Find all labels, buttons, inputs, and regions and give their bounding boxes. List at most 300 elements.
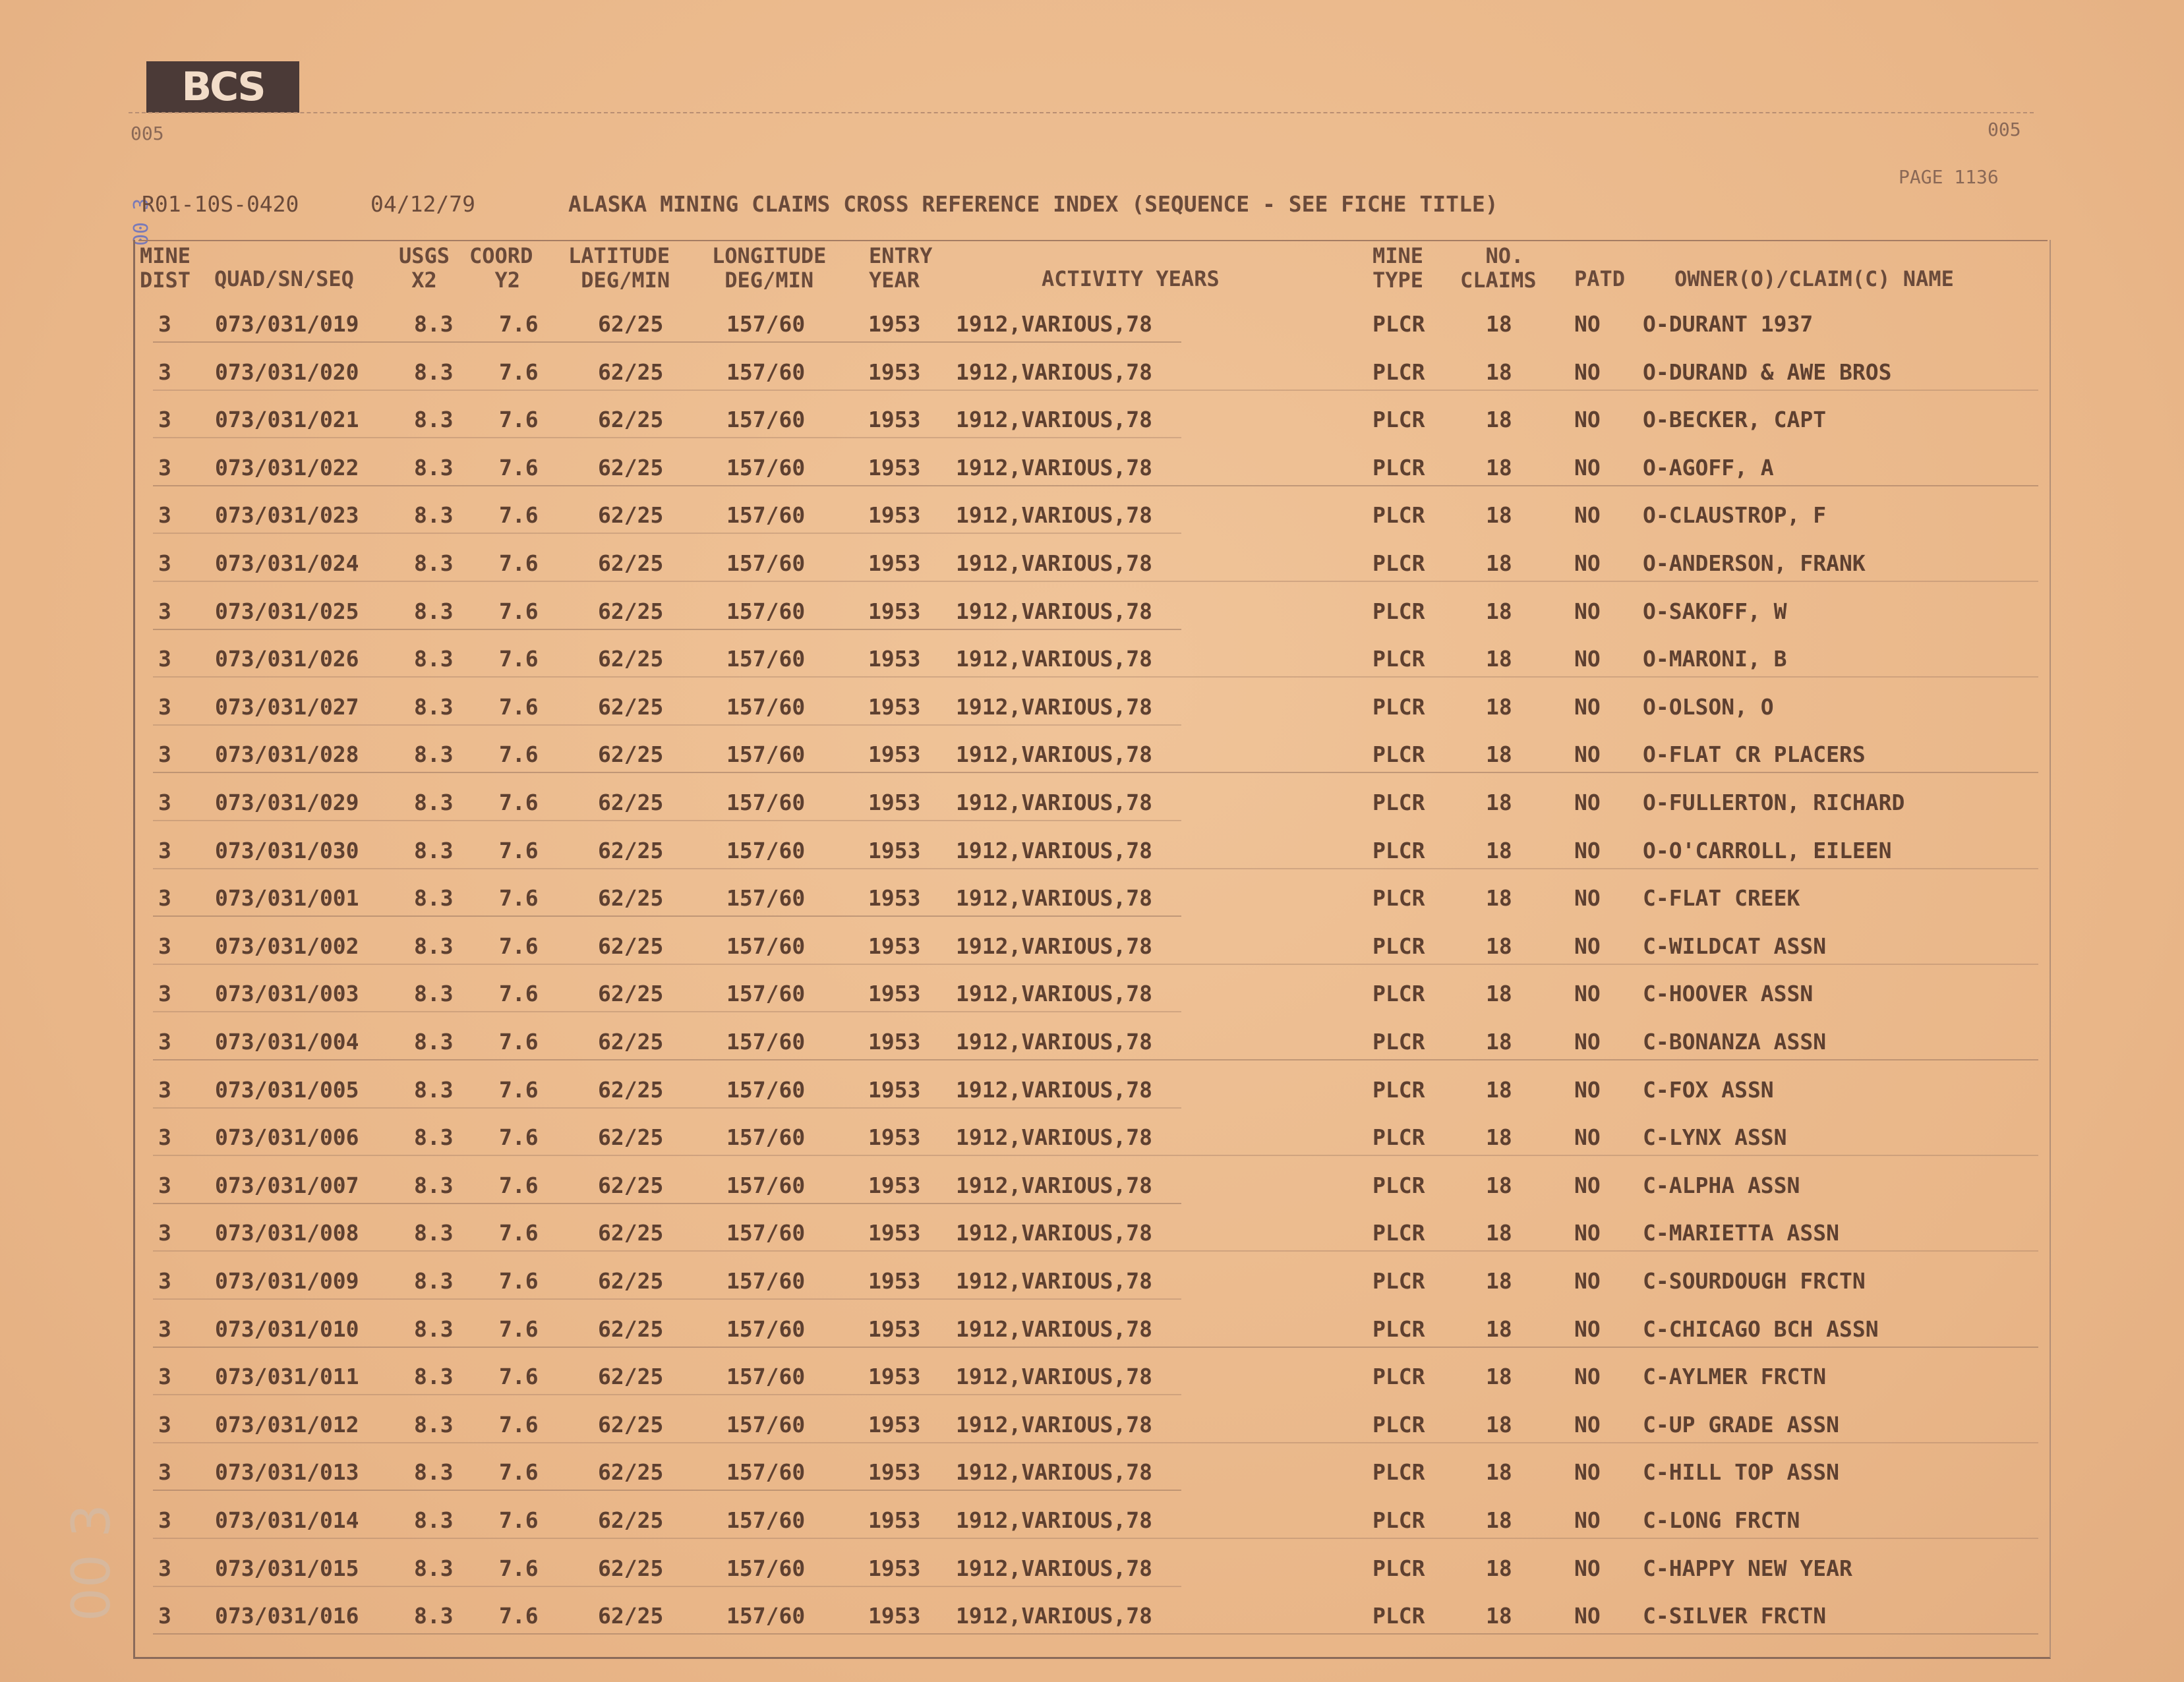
cell-patd: NO (1574, 359, 1601, 385)
cell-activity: 1912,VARIOUS,78 (956, 1268, 1153, 1294)
cell-lat: 62/25 (598, 1172, 664, 1198)
cell-patd: NO (1574, 598, 1601, 624)
cell-lon: 157/60 (726, 790, 806, 815)
cell-claims: 18 (1486, 933, 1512, 959)
row-rule (153, 1059, 2038, 1060)
cell-name: O-OLSON, O (1643, 693, 1774, 720)
bcs-logo: BCS (146, 61, 299, 113)
cell-x2: 8.3 (414, 1459, 454, 1486)
cell-patd: NO (1574, 502, 1601, 529)
cell-dist: 3 (158, 311, 171, 337)
row-rule (153, 724, 1181, 726)
cell-quad: 073/031/020 (215, 359, 359, 385)
cell-type: PLCR (1372, 1459, 1425, 1486)
cell-lon: 157/60 (726, 1172, 806, 1198)
cell-activity: 1912,VARIOUS,78 (956, 1459, 1153, 1486)
cell-dist: 3 (158, 1507, 171, 1533)
cell-lat: 62/25 (598, 1411, 664, 1437)
cell-activity: 1912,VARIOUS,78 (956, 981, 1153, 1007)
cell-year: 1953 (868, 741, 921, 768)
cell-lon: 157/60 (726, 1220, 806, 1246)
cell-year: 1953 (868, 1555, 921, 1581)
cell-type: PLCR (1372, 693, 1425, 720)
cell-dist: 3 (158, 646, 171, 672)
cell-y2: 7.6 (499, 1220, 539, 1246)
cell-claims: 18 (1486, 1459, 1512, 1486)
cell-patd: NO (1574, 1076, 1601, 1103)
cell-x2: 8.3 (414, 1268, 454, 1294)
cell-lat: 62/25 (598, 407, 664, 433)
cell-quad: 073/031/022 (215, 454, 359, 480)
cell-year: 1953 (868, 1411, 921, 1437)
col-header-quad: QUAD/SN/SEQ (214, 266, 354, 291)
cell-dist: 3 (158, 407, 171, 433)
cell-year: 1953 (868, 1507, 921, 1533)
cell-activity: 1912,VARIOUS,78 (956, 741, 1153, 768)
cell-x2: 8.3 (414, 1603, 454, 1629)
cell-name: O-BECKER, CAPT (1643, 407, 1827, 433)
cell-patd: NO (1574, 1507, 1601, 1533)
cell-lat: 62/25 (598, 741, 664, 768)
cell-name: C-UP GRADE ASSN (1643, 1411, 1840, 1437)
cell-lon: 157/60 (726, 1411, 806, 1437)
cell-claims: 18 (1486, 1364, 1512, 1390)
cell-year: 1953 (868, 837, 921, 863)
row-rule (153, 581, 2038, 582)
cell-dist: 3 (158, 1268, 171, 1294)
cell-y2: 7.6 (499, 502, 539, 529)
table-row (0, 885, 2184, 925)
cell-patd: NO (1574, 1172, 1601, 1198)
cell-type: PLCR (1372, 1364, 1425, 1390)
cell-y2: 7.6 (499, 454, 539, 480)
cell-x2: 8.3 (414, 1076, 454, 1103)
table-row (0, 1412, 2184, 1451)
cell-quad: 073/031/011 (215, 1364, 359, 1390)
row-rule (153, 820, 1181, 821)
row-rule (153, 485, 2038, 486)
cell-lat: 62/25 (598, 885, 664, 912)
cell-activity: 1912,VARIOUS,78 (956, 454, 1153, 480)
report-id: R01-10S-0420 (142, 191, 299, 217)
cell-year: 1953 (868, 1172, 921, 1198)
cell-type: PLCR (1372, 1316, 1425, 1342)
cell-quad: 073/031/009 (215, 1268, 359, 1294)
cell-activity: 1912,VARIOUS,78 (956, 407, 1153, 433)
cell-claims: 18 (1486, 981, 1512, 1007)
cell-y2: 7.6 (499, 1555, 539, 1581)
row-rule (153, 390, 2038, 391)
cell-dist: 3 (158, 1076, 171, 1103)
cell-name: C-WILDCAT ASSN (1643, 933, 1827, 959)
table-row (0, 1077, 2184, 1116)
cell-name: C-FLAT CREEK (1643, 885, 1800, 912)
cell-activity: 1912,VARIOUS,78 (956, 1172, 1153, 1198)
cell-y2: 7.6 (499, 933, 539, 959)
cell-name: O-DURAND & AWE BROS (1643, 359, 1892, 385)
left-frame-number: 005 (131, 123, 164, 144)
cell-claims: 18 (1486, 837, 1512, 863)
cell-patd: NO (1574, 837, 1601, 863)
cell-quad: 073/031/007 (215, 1172, 359, 1198)
cell-lat: 62/25 (598, 933, 664, 959)
col-header-owner: OWNER(O)/CLAIM(C) NAME (1674, 266, 1954, 291)
cell-name: C-LONG FRCTN (1643, 1507, 1800, 1533)
cell-name: O-AGOFF, A (1643, 454, 1774, 480)
right-frame-number: 005 (1988, 119, 2021, 140)
table-row (0, 933, 2184, 973)
row-rule (153, 1155, 2038, 1156)
cell-x2: 8.3 (414, 1507, 454, 1533)
cell-y2: 7.6 (499, 311, 539, 337)
cell-x2: 8.3 (414, 407, 454, 433)
cell-lat: 62/25 (598, 790, 664, 815)
col-header-mine-type: MINE TYPE (1372, 243, 1424, 293)
cell-activity: 1912,VARIOUS,78 (956, 790, 1153, 815)
cell-claims: 18 (1486, 1172, 1512, 1198)
cell-activity: 1912,VARIOUS,78 (956, 1220, 1153, 1246)
row-rule (153, 676, 2038, 678)
cell-y2: 7.6 (499, 1316, 539, 1342)
row-rule (153, 1538, 2038, 1539)
cell-year: 1953 (868, 550, 921, 576)
cell-year: 1953 (868, 1364, 921, 1390)
cell-name: C-BONANZA ASSN (1643, 1029, 1827, 1055)
table-row (0, 1507, 2184, 1547)
cell-type: PLCR (1372, 646, 1425, 672)
row-rule (153, 1011, 1181, 1012)
cell-type: PLCR (1372, 741, 1425, 768)
cell-claims: 18 (1486, 693, 1512, 720)
cell-lat: 62/25 (598, 1076, 664, 1103)
cell-lat: 62/25 (598, 1459, 664, 1486)
cell-name: C-SILVER FRCTN (1643, 1603, 1827, 1629)
cell-y2: 7.6 (499, 1124, 539, 1151)
cell-type: PLCR (1372, 933, 1425, 959)
cell-type: PLCR (1372, 885, 1425, 912)
cell-y2: 7.6 (499, 550, 539, 576)
cell-activity: 1912,VARIOUS,78 (956, 1411, 1153, 1437)
cell-name: O-CLAUSTROP, F (1643, 502, 1827, 529)
cell-dist: 3 (158, 1603, 171, 1629)
row-rule (153, 1586, 1181, 1587)
cell-year: 1953 (868, 1316, 921, 1342)
cell-dist: 3 (158, 1316, 171, 1342)
cell-quad: 073/031/013 (215, 1459, 359, 1486)
cell-activity: 1912,VARIOUS,78 (956, 1076, 1153, 1103)
table-row (0, 1603, 2184, 1642)
cell-lon: 157/60 (726, 933, 806, 959)
cell-lon: 157/60 (726, 885, 806, 912)
cell-activity: 1912,VARIOUS,78 (956, 1555, 1153, 1581)
cell-claims: 18 (1486, 1124, 1512, 1151)
cell-name: C-HOOVER ASSN (1643, 981, 1814, 1007)
col-header-latitude: LATITUDE DEG/MIN (568, 243, 670, 293)
cell-name: C-MARIETTA ASSN (1643, 1220, 1840, 1246)
cell-dist: 3 (158, 885, 171, 912)
cell-type: PLCR (1372, 502, 1425, 529)
cell-lon: 157/60 (726, 1507, 806, 1533)
cell-quad: 073/031/028 (215, 741, 359, 768)
cell-dist: 3 (158, 693, 171, 720)
cell-type: PLCR (1372, 407, 1425, 433)
cell-type: PLCR (1372, 1172, 1425, 1198)
cell-activity: 1912,VARIOUS,78 (956, 359, 1153, 385)
cell-lon: 157/60 (726, 646, 806, 672)
row-rule (153, 915, 1181, 917)
cell-quad: 073/031/005 (215, 1076, 359, 1103)
cell-year: 1953 (868, 407, 921, 433)
cell-lon: 157/60 (726, 1555, 806, 1581)
cell-dist: 3 (158, 502, 171, 529)
table-row (0, 694, 2184, 734)
cell-patd: NO (1574, 741, 1601, 768)
cell-y2: 7.6 (499, 598, 539, 624)
table-row (0, 1316, 2184, 1356)
cell-x2: 8.3 (414, 885, 454, 912)
cell-activity: 1912,VARIOUS,78 (956, 837, 1153, 863)
side-stamp: 00 3 (130, 198, 153, 246)
cell-y2: 7.6 (499, 981, 539, 1007)
row-rule (153, 1250, 2038, 1252)
cell-dist: 3 (158, 1459, 171, 1486)
cell-name: C-HAPPY NEW YEAR (1643, 1555, 1852, 1581)
report-title: ALASKA MINING CLAIMS CROSS REFERENCE INDEX (SEQUENCE - SEE FICHE TITLE) (568, 191, 1498, 217)
col-header-coord-y2: COORD Y2 (469, 243, 533, 293)
cell-year: 1953 (868, 311, 921, 337)
cell-lon: 157/60 (726, 741, 806, 768)
cell-dist: 3 (158, 1029, 171, 1055)
report-date: 04/12/79 (370, 191, 475, 217)
cell-quad: 073/031/027 (215, 693, 359, 720)
cell-patd: NO (1574, 1459, 1601, 1486)
cell-lat: 62/25 (598, 1555, 664, 1581)
page-number: PAGE 1136 (1899, 166, 1999, 188)
cell-type: PLCR (1372, 1124, 1425, 1151)
cell-x2: 8.3 (414, 646, 454, 672)
table-row (0, 981, 2184, 1020)
cell-claims: 18 (1486, 885, 1512, 912)
cell-patd: NO (1574, 454, 1601, 480)
row-rule (153, 1107, 1181, 1109)
cell-activity: 1912,VARIOUS,78 (956, 1603, 1153, 1629)
cell-quad: 073/031/019 (215, 311, 359, 337)
col-header-entry-year: ENTRY YEAR (869, 243, 933, 293)
cell-y2: 7.6 (499, 407, 539, 433)
cell-dist: 3 (158, 790, 171, 815)
cell-lon: 157/60 (726, 1124, 806, 1151)
cell-claims: 18 (1486, 407, 1512, 433)
table-row (0, 407, 2184, 446)
cell-year: 1953 (868, 790, 921, 815)
cell-patd: NO (1574, 790, 1601, 815)
col-header-activity: ACTIVITY YEARS (1042, 266, 1220, 291)
cell-patd: NO (1574, 646, 1601, 672)
cell-year: 1953 (868, 693, 921, 720)
cell-name: O-O'CARROLL, EILEEN (1643, 837, 1892, 863)
cell-year: 1953 (868, 1220, 921, 1246)
cell-dist: 3 (158, 933, 171, 959)
table-row (0, 311, 2184, 351)
cell-x2: 8.3 (414, 1220, 454, 1246)
cell-year: 1953 (868, 646, 921, 672)
table-row (0, 646, 2184, 685)
cell-claims: 18 (1486, 1507, 1512, 1533)
col-header-usgs-x2: USGS X2 (399, 243, 450, 293)
cell-lat: 62/25 (598, 837, 664, 863)
cell-lat: 62/25 (598, 502, 664, 529)
cell-x2: 8.3 (414, 359, 454, 385)
cell-dist: 3 (158, 1555, 171, 1581)
cell-quad: 073/031/010 (215, 1316, 359, 1342)
cell-activity: 1912,VARIOUS,78 (956, 1364, 1153, 1390)
cell-lat: 62/25 (598, 550, 664, 576)
cell-type: PLCR (1372, 598, 1425, 624)
cell-patd: NO (1574, 981, 1601, 1007)
cell-lat: 62/25 (598, 1220, 664, 1246)
cell-quad: 073/031/015 (215, 1555, 359, 1581)
cell-patd: NO (1574, 1268, 1601, 1294)
cell-year: 1953 (868, 1076, 921, 1103)
cell-quad: 073/031/029 (215, 790, 359, 815)
cell-y2: 7.6 (499, 790, 539, 815)
cell-claims: 18 (1486, 1555, 1512, 1581)
cell-patd: NO (1574, 1603, 1601, 1629)
row-rule (153, 1347, 2038, 1348)
table-row (0, 1220, 2184, 1260)
cell-y2: 7.6 (499, 646, 539, 672)
cell-lat: 62/25 (598, 311, 664, 337)
cell-lon: 157/60 (726, 1268, 806, 1294)
cell-activity: 1912,VARIOUS,78 (956, 311, 1153, 337)
cell-y2: 7.6 (499, 1172, 539, 1198)
row-rule (153, 1203, 1181, 1204)
cell-claims: 18 (1486, 598, 1512, 624)
cell-lat: 62/25 (598, 454, 664, 480)
cell-quad: 073/031/004 (215, 1029, 359, 1055)
table-row (0, 1268, 2184, 1308)
cell-lon: 157/60 (726, 1603, 806, 1629)
cell-name: O-MARONI, B (1643, 646, 1787, 672)
cell-dist: 3 (158, 359, 171, 385)
cell-lon: 157/60 (726, 1076, 806, 1103)
cell-type: PLCR (1372, 1220, 1425, 1246)
cell-name: O-FULLERTON, RICHARD (1643, 790, 1905, 815)
cell-dist: 3 (158, 837, 171, 863)
row-rule (153, 1298, 1181, 1300)
table-row (0, 1029, 2184, 1068)
cell-quad: 073/031/002 (215, 933, 359, 959)
cell-activity: 1912,VARIOUS,78 (956, 502, 1153, 529)
cell-claims: 18 (1486, 646, 1512, 672)
cell-name: O-ANDERSON, FRANK (1643, 550, 1866, 576)
cell-x2: 8.3 (414, 837, 454, 863)
table-row (0, 598, 2184, 638)
table-row (0, 1555, 2184, 1595)
cell-claims: 18 (1486, 1029, 1512, 1055)
cell-patd: NO (1574, 1411, 1601, 1437)
cell-lat: 62/25 (598, 1507, 664, 1533)
cell-patd: NO (1574, 407, 1601, 433)
cell-y2: 7.6 (499, 1364, 539, 1390)
cell-patd: NO (1574, 1364, 1601, 1390)
cell-patd: NO (1574, 550, 1601, 576)
cell-x2: 8.3 (414, 598, 454, 624)
cell-y2: 7.6 (499, 1411, 539, 1437)
cell-lon: 157/60 (726, 550, 806, 576)
cell-x2: 8.3 (414, 1364, 454, 1390)
cell-claims: 18 (1486, 1411, 1512, 1437)
cell-lat: 62/25 (598, 1029, 664, 1055)
cell-lon: 157/60 (726, 1029, 806, 1055)
cell-x2: 8.3 (414, 502, 454, 529)
cell-y2: 7.6 (499, 1268, 539, 1294)
cell-lat: 62/25 (598, 693, 664, 720)
cell-lon: 157/60 (726, 1364, 806, 1390)
cell-claims: 18 (1486, 359, 1512, 385)
cell-patd: NO (1574, 1220, 1601, 1246)
cell-activity: 1912,VARIOUS,78 (956, 885, 1153, 912)
cell-lon: 157/60 (726, 359, 806, 385)
cell-type: PLCR (1372, 1603, 1425, 1629)
cell-lat: 62/25 (598, 1316, 664, 1342)
cell-quad: 073/031/030 (215, 837, 359, 863)
cell-activity: 1912,VARIOUS,78 (956, 598, 1153, 624)
top-dashed-rule (129, 112, 2034, 113)
cell-type: PLCR (1372, 311, 1425, 337)
cell-claims: 18 (1486, 502, 1512, 529)
row-rule (153, 868, 2038, 869)
cell-name: O-DURANT 1937 (1643, 311, 1814, 337)
cell-claims: 18 (1486, 1268, 1512, 1294)
cell-x2: 8.3 (414, 1411, 454, 1437)
col-header-longitude: LONGITUDE DEG/MIN (712, 243, 827, 293)
cell-x2: 8.3 (414, 1316, 454, 1342)
cell-patd: NO (1574, 1124, 1601, 1151)
row-rule (153, 1442, 2038, 1443)
col-header-patd: PATD (1574, 266, 1626, 291)
cell-x2: 8.3 (414, 1029, 454, 1055)
cell-quad: 073/031/008 (215, 1220, 359, 1246)
cell-quad: 073/031/014 (215, 1507, 359, 1533)
cell-activity: 1912,VARIOUS,78 (956, 550, 1153, 576)
cell-activity: 1912,VARIOUS,78 (956, 1316, 1153, 1342)
cell-year: 1953 (868, 454, 921, 480)
cell-x2: 8.3 (414, 933, 454, 959)
cell-year: 1953 (868, 933, 921, 959)
cell-type: PLCR (1372, 1029, 1425, 1055)
cell-claims: 18 (1486, 454, 1512, 480)
cell-year: 1953 (868, 885, 921, 912)
cell-activity: 1912,VARIOUS,78 (956, 933, 1153, 959)
cell-year: 1953 (868, 359, 921, 385)
cell-claims: 18 (1486, 790, 1512, 815)
cell-type: PLCR (1372, 550, 1425, 576)
cell-quad: 073/031/025 (215, 598, 359, 624)
cell-dist: 3 (158, 454, 171, 480)
cell-quad: 073/031/021 (215, 407, 359, 433)
cell-quad: 073/031/001 (215, 885, 359, 912)
cell-year: 1953 (868, 981, 921, 1007)
cell-y2: 7.6 (499, 359, 539, 385)
cell-quad: 073/031/003 (215, 981, 359, 1007)
cell-year: 1953 (868, 1459, 921, 1486)
cell-lon: 157/60 (726, 1459, 806, 1486)
cell-year: 1953 (868, 502, 921, 529)
cell-activity: 1912,VARIOUS,78 (956, 1124, 1153, 1151)
cell-y2: 7.6 (499, 1076, 539, 1103)
cell-year: 1953 (868, 1029, 921, 1055)
